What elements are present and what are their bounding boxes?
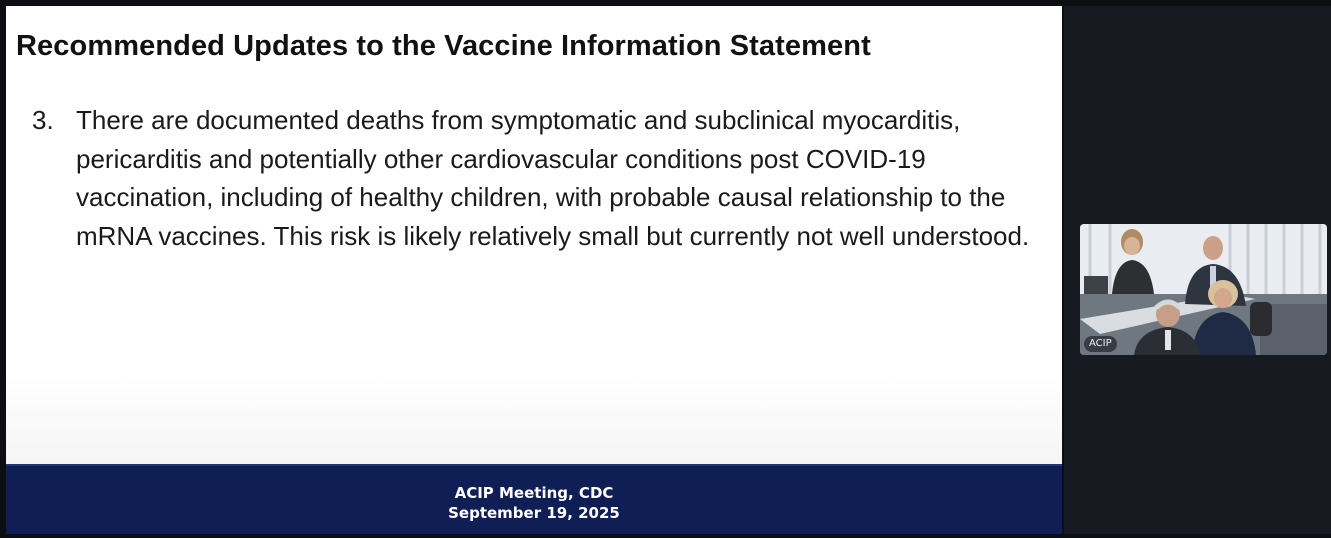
bullet-number: 3. bbox=[32, 105, 54, 135]
bullet-text: There are documented deaths from symptomatic and subclinical myocarditis, pericarditis and potentially other cardiovascular conditions post COVID-19 vaccination, including of healthy children, with probable causal relationship to the mRNA vaccines. This risk is likely relatively small but currently not well understood. bbox=[76, 105, 1030, 251]
participant-video-tile[interactable] bbox=[1080, 224, 1327, 355]
slide-footer bbox=[6, 464, 1062, 534]
footer-meeting-name: ACIP Meeting, CDC bbox=[454, 484, 614, 502]
video-feed-image bbox=[1080, 224, 1327, 355]
slide-title: Recommended Updates to the Vaccine Information Statement bbox=[16, 30, 871, 62]
footer-date: September 19, 2025 bbox=[448, 504, 620, 522]
participant-badge: ACIP bbox=[1084, 336, 1117, 352]
presentation-slide bbox=[6, 6, 1062, 534]
